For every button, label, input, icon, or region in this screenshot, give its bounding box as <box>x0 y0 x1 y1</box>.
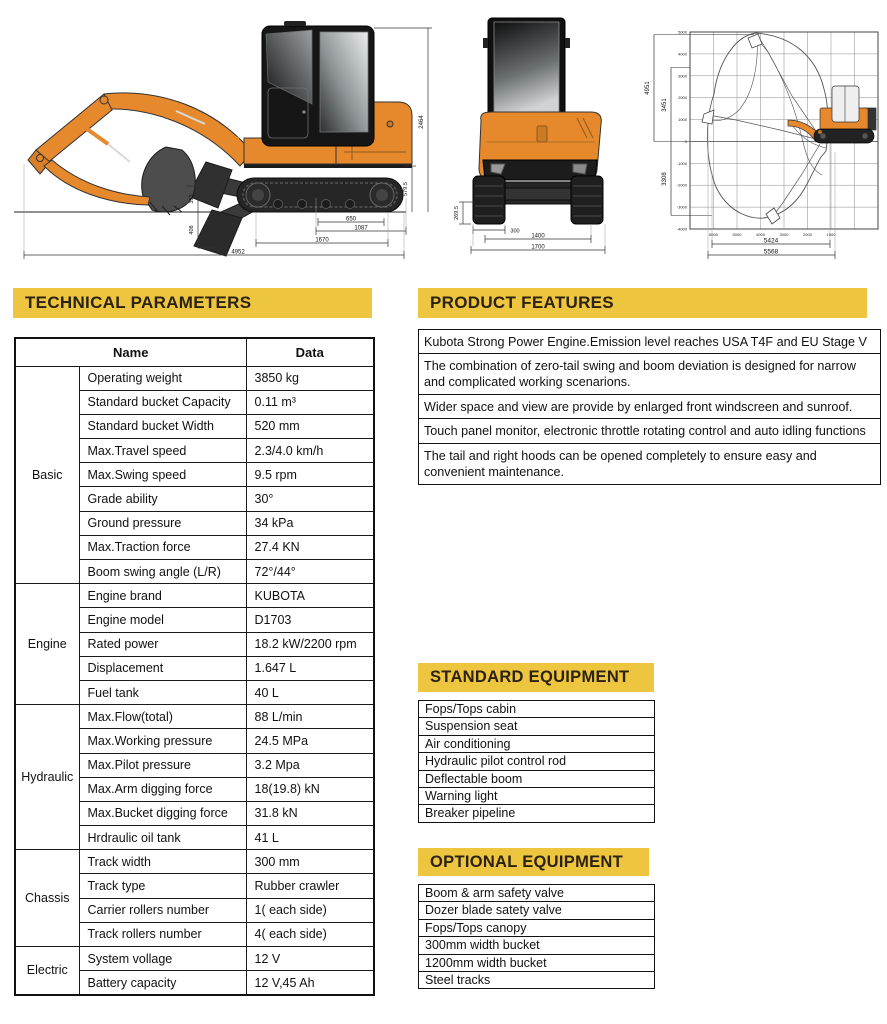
equipment-item-text: Fops/Tops canopy <box>425 920 527 935</box>
equipment-item <box>419 718 654 735</box>
spec-data-cell: 1( each side) <box>246 898 374 922</box>
dim-reach-ground: 5424 <box>763 237 779 245</box>
bucket <box>142 147 195 212</box>
product-feature-item <box>418 353 881 395</box>
equipment-item-text: Boom & arm safety valve <box>425 886 564 900</box>
equipment-item <box>419 805 654 821</box>
spec-name-cell: Rated power <box>79 632 246 656</box>
spec-name-cell: Max.Traction force <box>79 535 246 559</box>
range-y-tick: -1000 <box>676 160 687 166</box>
working-envelope <box>707 33 828 218</box>
equipment-item-text: Dozer blade satety valve <box>425 903 562 918</box>
spec-name-cell: Hrdraulic oil tank <box>79 826 246 850</box>
spec-name-cell: System vollage <box>79 947 246 971</box>
spec-data-cell: D1703 <box>246 608 374 632</box>
standard-equipment-heading <box>418 663 654 692</box>
spec-data-cell: 18.2 kW/2200 rpm <box>246 632 374 656</box>
spec-data-cell: 72°/44° <box>246 560 374 584</box>
spec-data-cell: 30° <box>246 487 374 511</box>
spec-row <box>15 850 374 874</box>
equipment-item-text: Fops/Tops cabin <box>425 702 517 716</box>
spec-table <box>14 337 375 996</box>
product-feature-item <box>418 329 881 355</box>
equipment-item-text: 1200mm width bucket <box>425 955 547 970</box>
spec-data-cell: 12 V,45 Ah <box>246 971 374 995</box>
range-x-tick: 2000 <box>803 232 812 237</box>
spec-category-cell: Chassis <box>15 850 79 947</box>
range-y-tick: 4000 <box>678 51 687 57</box>
equipment-item <box>419 937 654 954</box>
equipment-item <box>419 701 654 718</box>
optional-equipment-heading <box>418 848 649 876</box>
equipment-item-text: Breaker pipeline <box>425 806 516 821</box>
range-y-tick: -4000 <box>676 226 687 232</box>
dim-dump-height: 3451 <box>662 98 668 112</box>
dim-track-gauge: 1400 <box>531 233 545 240</box>
spec-name-cell: Engine model <box>79 608 246 632</box>
dim-overall-width: 1700 <box>531 244 545 251</box>
dim-overall-height: 2464 <box>419 115 425 129</box>
tracks <box>237 178 403 212</box>
spec-name-cell: Carrier rollers number <box>79 898 246 922</box>
product-feature-item <box>418 394 881 420</box>
spec-category-cell: Basic <box>15 366 79 584</box>
spec-name-cell: Ground pressure <box>79 511 246 535</box>
dim-650: 650 <box>345 216 357 223</box>
spec-data-cell: 520 mm <box>246 414 374 438</box>
range-y-tick: -3000 <box>676 204 687 210</box>
spec-name-cell: Boom swing angle (L/R) <box>79 560 246 584</box>
spec-data-cell: 12 V <box>246 947 374 971</box>
spec-data-cell: 1.647 L <box>246 656 374 680</box>
spec-data-cell: 41 L <box>246 826 374 850</box>
dim-overall-length: 4952 <box>231 249 245 256</box>
dim-ground-clearance: 269.5 <box>454 206 460 220</box>
product-feature-text: Wider space and view are provide by enlarged front windscreen and sunroof. <box>424 399 853 414</box>
range-dimensions <box>654 35 835 259</box>
range-x-tick: 1000 <box>826 232 836 237</box>
standard-equipment-list <box>418 700 655 823</box>
spec-row <box>15 947 374 971</box>
range-y-tick: 1000 <box>678 117 687 123</box>
equipment-item <box>419 920 654 937</box>
spec-data-cell: 24.5 MPa <box>246 729 374 753</box>
spec-row <box>15 705 374 729</box>
equipment-item <box>419 788 654 805</box>
equipment-item-text: Steel tracks <box>425 972 491 987</box>
range-x-tick: 4000 <box>756 232 765 237</box>
range-x-tick: 6000 <box>709 232 718 237</box>
spec-row <box>15 584 374 608</box>
spec-name-cell: Standard bucket Width <box>79 414 246 438</box>
spec-data-cell: 300 mm <box>246 850 374 874</box>
spec-name-cell: Max.Working pressure <box>79 729 246 753</box>
equipment-item-text: Warning light <box>425 788 498 803</box>
product-feature-text: The tail and right hoods can be opened completely to ensure easy and convenient maintenance. <box>424 449 817 480</box>
range-y-tick: 5000 <box>678 29 687 35</box>
spec-data-cell: 0.11 m³ <box>246 390 374 414</box>
equipment-item <box>419 753 654 770</box>
equipment-item <box>419 885 654 902</box>
spec-data-cell: 34 kPa <box>246 511 374 535</box>
spec-name-cell: Max.Bucket digging force <box>79 801 246 825</box>
range-y-tick: 2000 <box>678 95 687 101</box>
range-x-tick: 5000 <box>732 232 742 237</box>
spec-data-cell: 27.4 KN <box>246 535 374 559</box>
equipment-item <box>419 736 654 753</box>
spec-name-cell: Track type <box>79 874 246 898</box>
spec-row <box>15 366 374 390</box>
spec-category-cell: Engine <box>15 584 79 705</box>
dim-1087: 1087 <box>354 225 368 232</box>
range-y-tick: -2000 <box>676 182 687 188</box>
equipment-item-text: Deflectable boom <box>425 771 523 786</box>
range-y-tick: 3000 <box>678 73 687 79</box>
spec-data-cell: 31.8 kN <box>246 801 374 825</box>
standard-equipment-heading-label: STANDARD EQUIPMENT <box>430 668 630 686</box>
rear-cab <box>483 18 570 120</box>
spec-name-cell: Track rollers number <box>79 922 246 946</box>
equipment-item-text: Air conditioning <box>425 736 511 751</box>
dim-blade-drop: 408 <box>189 225 195 235</box>
product-features-list <box>418 330 881 485</box>
spec-name-cell: Fuel tank <box>79 680 246 704</box>
range-y-tick: 0 <box>684 138 687 144</box>
spec-data-cell: 18(19.8) kN <box>246 777 374 801</box>
product-feature-item <box>418 443 881 485</box>
equipment-item <box>419 902 654 919</box>
product-feature-item <box>418 418 881 444</box>
spec-data-cell: 3.2 Mpa <box>246 753 374 777</box>
spec-category-cell: Electric <box>15 947 79 995</box>
spec-name-cell: Max.Arm digging force <box>79 777 246 801</box>
product-feature-text: The combination of zero-tail swing and boom deviation is designed for narrow and complicated working scenarions. <box>424 359 856 390</box>
equipment-item <box>419 972 654 988</box>
spec-name-cell: Max.Flow(total) <box>79 705 246 729</box>
spec-data-cell: 3850 kg <box>246 366 374 390</box>
spec-name-cell: Standard bucket Capacity <box>79 390 246 414</box>
spec-header-name: Name <box>15 338 246 366</box>
optional-equipment-heading-label: OPTIONAL EQUIPMENT <box>430 853 624 871</box>
spec-data-cell: 40 L <box>246 680 374 704</box>
rear-body <box>479 112 601 180</box>
dim-max-height: 4951 <box>645 81 651 95</box>
spec-name-cell: Operating weight <box>79 366 246 390</box>
spec-header-data: Data <box>246 338 374 366</box>
equipment-item-text: Suspension seat <box>425 719 518 734</box>
dim-track-length: 1670 <box>315 237 329 244</box>
working-range-drawing <box>640 12 887 272</box>
spec-name-cell: Battery capacity <box>79 971 246 995</box>
spec-name-cell: Max.Swing speed <box>79 463 246 487</box>
spec-header-row <box>15 338 374 366</box>
spec-name-cell: Max.Pilot pressure <box>79 753 246 777</box>
dim-blade-lift: 353 <box>189 194 195 204</box>
product-feature-text: Touch panel monitor, electronic throttle rotating control and auto idling functions <box>424 424 866 439</box>
side-view-drawing <box>0 12 445 272</box>
spec-data-cell: 9.5 rpm <box>246 463 374 487</box>
spec-name-cell: Track width <box>79 850 246 874</box>
dim-track-shoe-width: 300 <box>510 228 520 235</box>
spec-data-cell: Rubber crawler <box>246 874 374 898</box>
product-features-heading <box>418 288 867 318</box>
equipment-item <box>419 955 654 972</box>
spec-name-cell: Engine brand <box>79 584 246 608</box>
spec-data-cell: 4( each side) <box>246 922 374 946</box>
technical-parameters-heading <box>13 288 372 318</box>
dim-track-height: 579.5 <box>403 182 409 196</box>
spec-table-body <box>15 366 374 995</box>
spec-name-cell: Max.Travel speed <box>79 439 246 463</box>
spec-name-cell: Grade ability <box>79 487 246 511</box>
range-x-tick: 3000 <box>779 232 789 237</box>
equipment-item <box>419 771 654 788</box>
spec-data-cell: 88 L/min <box>246 705 374 729</box>
product-features-heading-label: PRODUCT FEATURES <box>430 293 614 312</box>
equipment-item-text: Hydraulic pilot control rod <box>425 754 567 769</box>
spec-data-cell: KUBOTA <box>246 584 374 608</box>
equipment-item-text: 300mm width bucket <box>425 938 540 953</box>
spec-data-cell: 2.3/4.0 km/h <box>246 439 374 463</box>
technical-parameters-heading-label: TECHNICAL PARAMETERS <box>25 293 252 312</box>
cab <box>262 21 374 146</box>
rear-view-drawing <box>445 12 640 272</box>
dim-dig-depth: 3308 <box>662 172 668 186</box>
dim-max-reach: 5568 <box>763 248 779 256</box>
rear-undercarriage <box>473 176 603 224</box>
product-feature-text: Kubota Strong Power Engine.Emission level reaches USA T4F and EU Stage V <box>424 334 867 349</box>
optional-equipment-list <box>418 884 655 989</box>
spec-category-cell: Hydraulic <box>15 705 79 850</box>
spec-name-cell: Displacement <box>79 656 246 680</box>
